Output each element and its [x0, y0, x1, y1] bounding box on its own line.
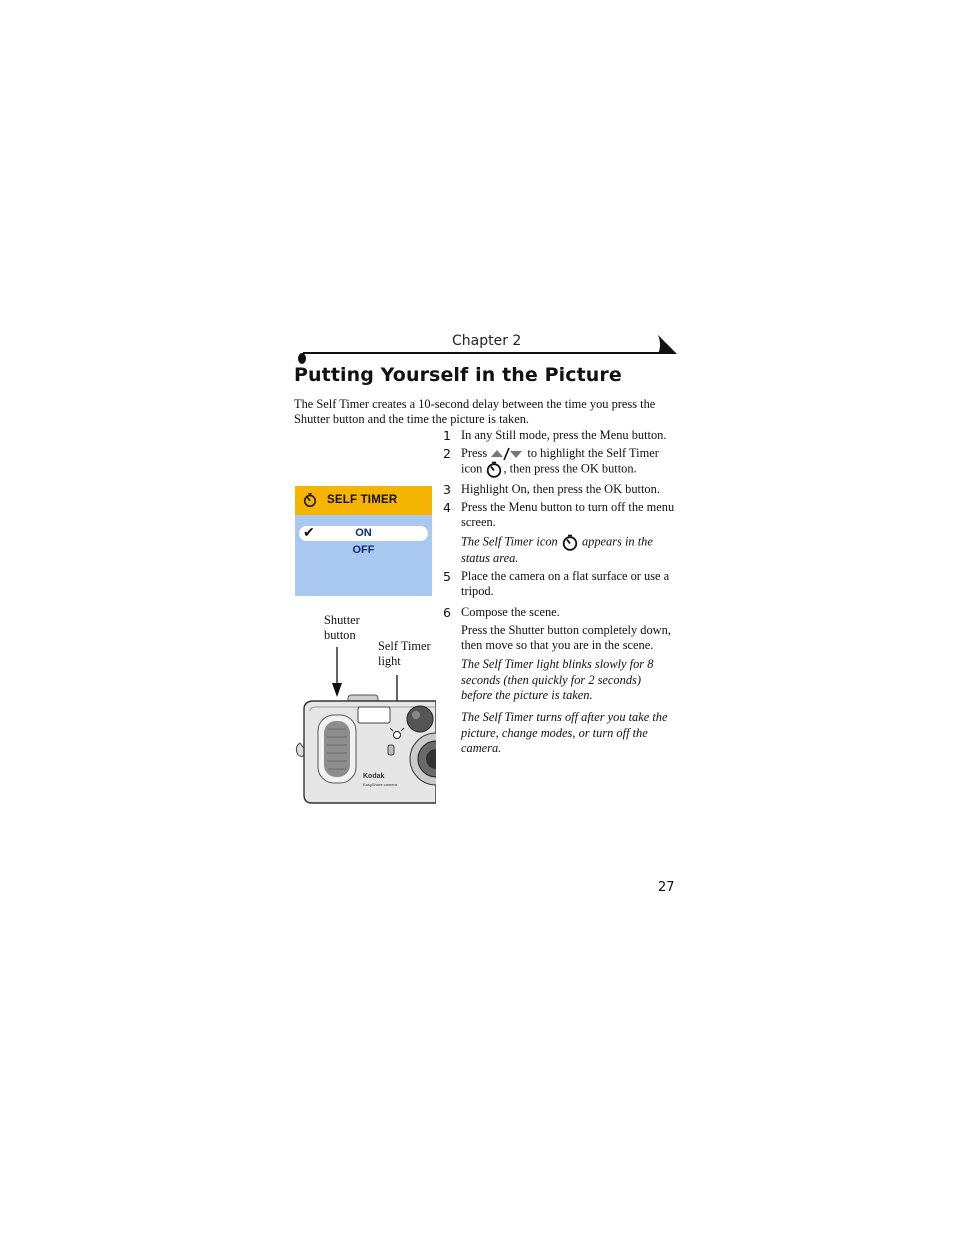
menu-option-off[interactable]: OFF	[352, 544, 375, 556]
note-step-6a: The Self Timer light blinks slowly for 8 seconds (then quickly for 2 seconds) before the picture is taken.	[461, 657, 654, 702]
self-timer-menu-screen	[295, 486, 432, 596]
header-rule-dot	[298, 353, 306, 364]
up-down-arrows-icon	[490, 447, 524, 461]
camera-illustration	[290, 645, 436, 805]
note-text: status area.	[461, 551, 519, 565]
shutter-button-label	[324, 613, 360, 643]
intro-paragraph: The Self Timer creates a 10-second delay between the time you press the Shutter button and the time the picture is taken.	[294, 397, 656, 426]
self-timer-icon	[561, 534, 579, 551]
camera-model: EasyShare camera	[363, 782, 398, 787]
menu-option-on[interactable]: ON	[355, 527, 372, 539]
step-text: Press the Menu button to turn off the menu screen.	[461, 500, 675, 529]
note-text: appears in the	[581, 534, 653, 549]
step-2-mid: to highlight the Self Timer	[527, 446, 659, 460]
section-title: Putting Yourself in the Picture	[294, 364, 622, 386]
note-text: The Self Timer icon	[461, 534, 558, 549]
step-number: 3	[443, 482, 451, 497]
label-line: Self Timer	[378, 639, 431, 653]
step-number: 4	[443, 500, 451, 515]
step-2-press: Press	[461, 446, 488, 460]
header-rule-arrow	[656, 335, 678, 355]
step-number: 6	[443, 605, 451, 620]
chapter-label: Chapter 2	[452, 333, 522, 349]
label-line: light	[378, 654, 401, 668]
header-rule	[303, 352, 671, 354]
menu-title: SELF TIMER	[327, 494, 398, 506]
camera-brand: Kodak	[363, 773, 385, 780]
page-number: 27	[658, 880, 675, 895]
step-2-end: , then press the OK button.	[503, 461, 637, 476]
step-number: 2	[443, 446, 451, 461]
note-step-4	[461, 534, 675, 567]
note-step-6b: The Self Timer turns off after you take the picture, change modes, or turn off the camera.	[461, 710, 668, 755]
self-timer-icon	[302, 492, 318, 508]
step-number: 5	[443, 569, 451, 584]
step-text: Highlight On, then press the OK button.	[461, 482, 660, 496]
step-text: Compose the scene.	[461, 605, 560, 619]
checkmark-icon: ✔	[303, 526, 315, 541]
step-text: In any Still mode, press the Menu button.	[461, 428, 667, 442]
step-number: 1	[443, 428, 451, 443]
label-line: button	[324, 628, 356, 642]
menu-header	[295, 486, 432, 515]
step-2-icon-label: icon	[461, 461, 483, 476]
step-text	[461, 446, 675, 478]
step-6-detail: Press the Shutter button completely down, then move so that you are in the scene.	[461, 623, 671, 652]
label-line: Shutter	[324, 613, 360, 627]
self-timer-icon	[485, 461, 503, 478]
step-text: Place the camera on a flat surface or use a tripod.	[461, 569, 670, 598]
